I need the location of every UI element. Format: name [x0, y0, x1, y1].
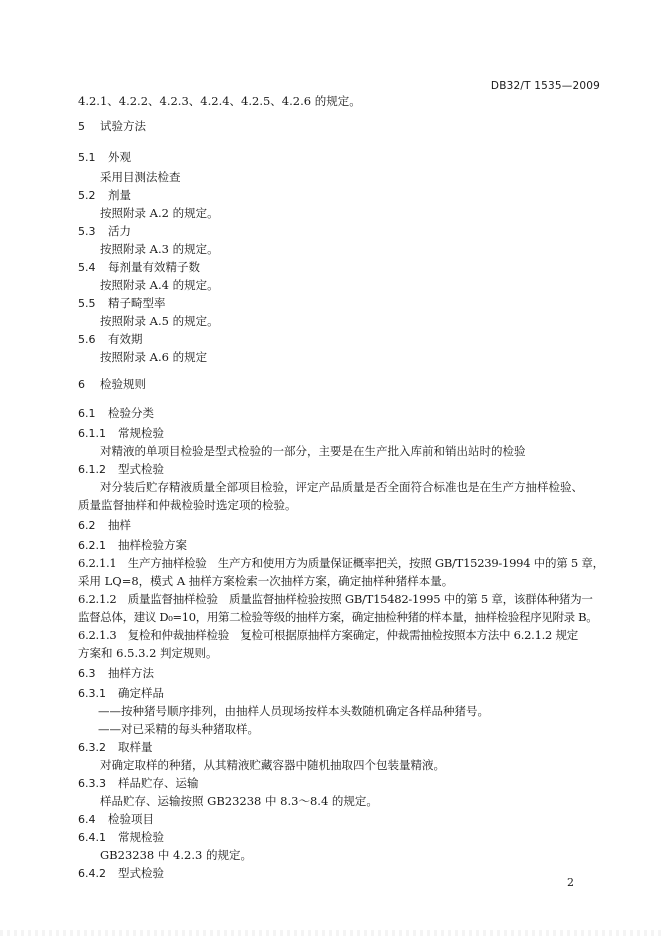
body-text: 6.2.1.3 复检和仲裁抽样检验 复检可根据原抽样方案确定，仲裁需抽检按照本方法中 6.2.1.2 规定	[78, 628, 579, 642]
body-text: 对确定取样的种猪，从其精液贮藏容器中随机抽取四个包装量精液。	[100, 758, 445, 772]
page-number: 2	[567, 876, 574, 889]
body-text: 采用目测法检查	[100, 170, 181, 184]
section-number: 6.2.1	[78, 539, 106, 552]
section-title: 活力	[108, 224, 131, 238]
section-title: 样品贮存、运输	[118, 776, 199, 790]
section-number: 6.3.1	[78, 687, 106, 700]
section-6-heading	[78, 370, 608, 398]
section-number: 5.6	[78, 333, 96, 346]
section-6-1-2-text-2	[78, 496, 608, 514]
section-number: 6.3	[78, 667, 96, 680]
section-title: 精子畸型率	[108, 296, 166, 310]
section-6-4-2-heading	[78, 864, 608, 882]
section-title: 抽样方法	[108, 666, 154, 680]
section-6-1-heading	[78, 402, 608, 424]
scan-artifact	[0, 930, 662, 936]
section-title: 有效期	[108, 332, 143, 346]
section-5-1-heading	[78, 146, 608, 168]
body-text: 按照附录 A.4 的规定。	[100, 278, 219, 292]
section-title: 取样量	[118, 740, 153, 754]
body-text: 6.2.1.2 质量监督抽样检验 质量监督抽样检验按照 GB/T15482-1995 中的第 5 章，该群体种猪为一	[78, 592, 593, 606]
body-text: 对分装后贮存精液质量全部项目检验，评定产品质量是否全面符合标准也是在生产方抽样检验、	[100, 480, 583, 494]
section-title: 型式检验	[118, 866, 164, 880]
body-text: 监督总体，建议 D₀=10，用第二检验等级的抽样方案，确定抽检种猪的样本量，抽样检验程序见附录 B。	[78, 610, 598, 624]
section-number: 6.3.3	[78, 777, 106, 790]
body-text: 方案和 6.5.3.2 判定规则。	[78, 646, 218, 660]
section-6-3-1-dash-1	[78, 702, 608, 720]
section-title: 试验方法	[100, 119, 146, 133]
list-item: ——按种猪号顺序排列，由抽样人员现场按样本头数随机确定各样品种猪号。	[98, 704, 489, 718]
section-6-2-1-3-text-1	[78, 626, 608, 644]
section-6-3-2-text	[78, 756, 608, 774]
section-5-1-text	[78, 168, 608, 186]
section-title: 外观	[108, 150, 131, 164]
section-6-1-2-heading	[78, 460, 608, 478]
section-6-1-2-text-1	[78, 478, 608, 496]
section-title: 抽样检验方案	[118, 538, 187, 552]
body-text: 采用 LQ=8，模式 A 抽样方案检索一次抽样方案，确定抽样种猪样本量。	[78, 574, 454, 588]
section-number: 5.2	[78, 189, 96, 202]
section-6-2-1-1-text-1	[78, 554, 608, 572]
document-body	[78, 92, 608, 882]
section-6-3-heading	[78, 662, 608, 684]
section-5-5-text	[78, 312, 608, 330]
section-title: 常规检验	[118, 426, 164, 440]
body-text: 6.2.1.1 生产方抽样检验 生产方和使用方为质量保证概率把关，按照 GB/T15239-1994 中的第 5 章，	[78, 556, 604, 570]
section-6-4-1-heading	[78, 828, 608, 846]
section-title: 每剂量有效精子数	[108, 260, 200, 274]
section-number: 6.1.2	[78, 463, 106, 476]
section-5-heading	[78, 112, 608, 140]
section-6-1-1-heading	[78, 424, 608, 442]
section-number: 6.4	[78, 813, 96, 826]
section-5-4-text	[78, 276, 608, 294]
section-number: 5	[78, 120, 85, 133]
section-5-5-heading	[78, 294, 608, 312]
section-5-2-heading	[78, 186, 608, 204]
standard-code: DB32/T 1535—2009	[490, 80, 600, 92]
section-number: 6.1	[78, 407, 96, 420]
section-6-2-1-heading	[78, 536, 608, 554]
section-title: 常规检验	[118, 830, 164, 844]
section-6-3-1-dash-2	[78, 720, 608, 738]
section-title: 检验分类	[108, 406, 154, 420]
body-text: 按照附录 A.6 的规定	[100, 350, 208, 364]
section-number: 5.4	[78, 261, 96, 274]
continuation-line	[78, 92, 608, 110]
section-6-2-1-1-text-2	[78, 572, 608, 590]
section-6-4-heading	[78, 810, 608, 828]
body-text: 按照附录 A.2 的规定。	[100, 206, 219, 220]
section-6-2-1-3-text-2	[78, 644, 608, 662]
body-text: 4.2.1、4.2.2、4.2.3、4.2.4、4.2.5、4.2.6 的规定。	[78, 94, 361, 108]
section-title: 确定样品	[118, 686, 164, 700]
section-number: 6.3.2	[78, 741, 106, 754]
section-number: 5.1	[78, 151, 96, 164]
section-title: 抽样	[108, 518, 131, 532]
body-text: GB23238 中 4.2.3 的规定。	[100, 848, 252, 862]
list-item: ——对已采精的每头种猪取样。	[98, 722, 259, 736]
section-number: 5.3	[78, 225, 96, 238]
body-text: 质量监督抽样和仲裁检验时选定项的检验。	[78, 498, 297, 512]
section-6-2-heading	[78, 514, 608, 536]
body-text: 按照附录 A.3 的规定。	[100, 242, 219, 256]
section-number: 6.2	[78, 519, 96, 532]
section-5-3-text	[78, 240, 608, 258]
section-title: 型式检验	[118, 462, 164, 476]
section-title: 检验规则	[100, 377, 146, 391]
section-number: 6.1.1	[78, 427, 106, 440]
section-5-6-heading	[78, 330, 608, 348]
section-title: 剂量	[108, 188, 131, 202]
body-text: 按照附录 A.5 的规定。	[100, 314, 219, 328]
section-5-3-heading	[78, 222, 608, 240]
section-6-2-1-2-text-2	[78, 608, 608, 626]
section-title: 检验项目	[108, 812, 154, 826]
section-number: 6.4.2	[78, 867, 106, 880]
section-number: 6.4.1	[78, 831, 106, 844]
section-5-6-text	[78, 348, 608, 366]
section-6-4-1-text	[78, 846, 608, 864]
section-6-3-3-heading	[78, 774, 608, 792]
section-6-3-1-heading	[78, 684, 608, 702]
body-text: 样品贮存、运输按照 GB23238 中 8.3～8.4 的规定。	[100, 794, 378, 808]
section-number: 5.5	[78, 297, 96, 310]
body-text: 对精液的单项目检验是型式检验的一部分，主要是在生产批入库前和销出站时的检验	[100, 444, 526, 458]
section-6-3-3-text	[78, 792, 608, 810]
section-5-2-text	[78, 204, 608, 222]
section-6-1-1-text	[78, 442, 608, 460]
section-6-2-1-2-text-1	[78, 590, 608, 608]
section-6-3-2-heading	[78, 738, 608, 756]
section-5-4-heading	[78, 258, 608, 276]
section-number: 6	[78, 378, 85, 391]
